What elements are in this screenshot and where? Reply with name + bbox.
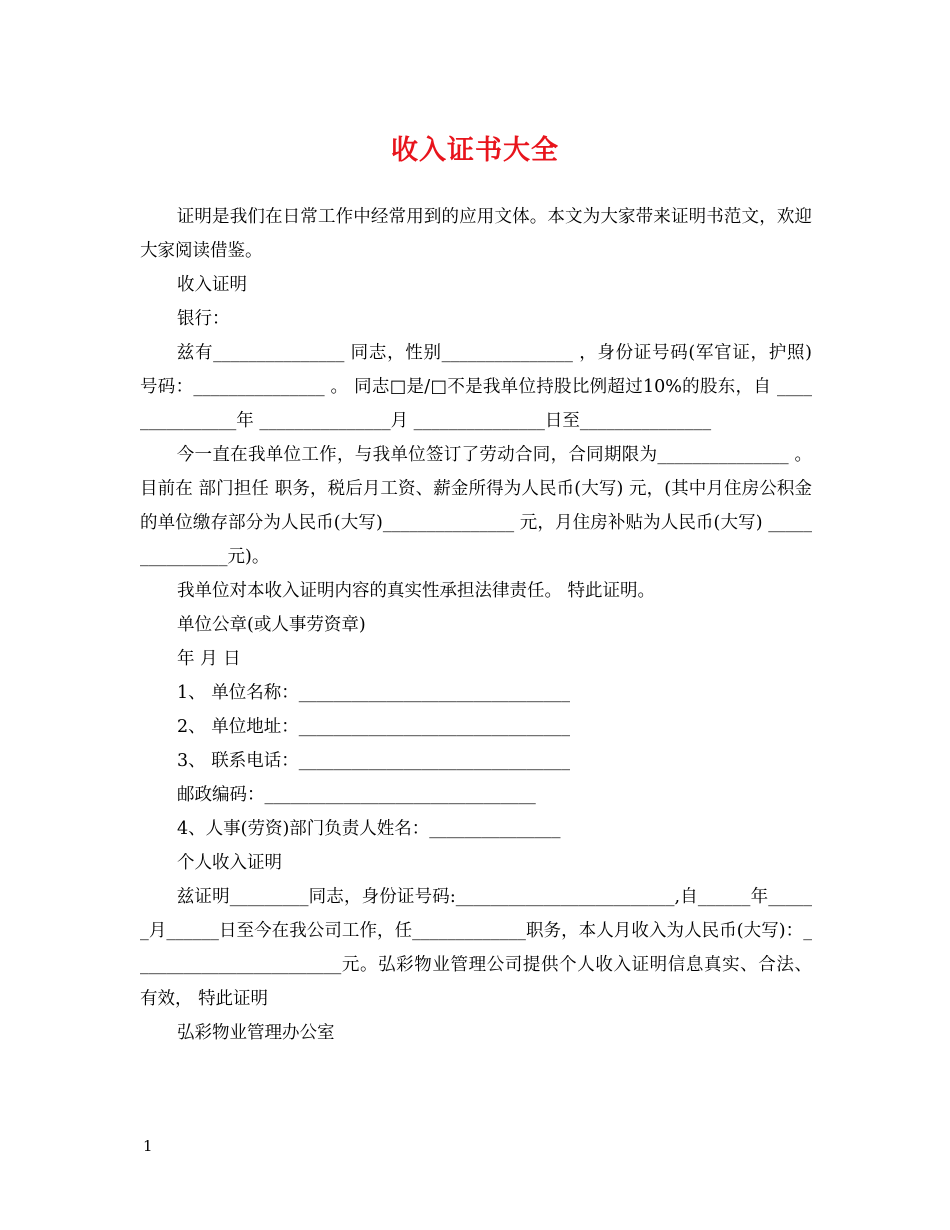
document-title: 收入证书大全 (391, 135, 559, 166)
page-number: 1 (143, 1137, 153, 1155)
contact-phone-field: 3、 联系电话：_______________________________ (177, 751, 570, 771)
section-heading-personal-income-proof: 个人收入证明 (177, 853, 282, 873)
company-name-field: 1、 单位名称：_______________________________ (177, 683, 570, 703)
intro-paragraph: 证明是我们在日常工作中经常用到的应用文体。本文为大家带来证明书范文，欢迎大家阅读借鉴。 (140, 207, 812, 261)
date-line: 年 月 日 (177, 649, 241, 669)
legal-responsibility-statement: 我单位对本收入证明内容的真实性承担法律责任。 特此证明。 (177, 581, 656, 601)
section-heading-income-proof: 收入证明 (177, 275, 247, 295)
employment-contract-paragraph: 今一直在我单位工作，与我单位签订了劳动合同，合同期限为_______________ 。目前在 部门担任 职务，税后月工资、薪金所得为人民币(大写) 元，(其中月住房公积金的单位缴存部分为人民币(大写)_______________ 元，月住房补贴为人民币(大写) _______________元)。 (140, 445, 812, 567)
personal-income-paragraph: 兹证明_________同志，身份证号码:_________________________,自______年______月______日至今在我公司工作，任_____________职务，本人月收入为人民币(大写)：________________________元。弘彩物业管理公司提供个人收入证明信息真实、合法、有效， 特此证明 (140, 887, 812, 1009)
signature-line: 弘彩物业管理办公室 (177, 1023, 335, 1043)
bank-salutation: 银行： (177, 309, 230, 329)
employee-info-paragraph: 兹有_______________ 同志，性别_______________ ，身份证号码(军官证，护照)号码：_______________ 。 同志□是/□不是我单位持股比例超过10%的股东，自 _______________年 _______________月 _______________日至_______________ (140, 343, 812, 431)
company-address-field: 2、 单位地址：_______________________________ (177, 717, 570, 737)
postcode-field: 邮政编码：_______________________________ (177, 785, 536, 805)
hr-manager-name-field: 4、人事(劳资)部门负责人姓名：_______________ (177, 819, 561, 839)
company-seal-line: 单位公章(或人事劳资章) (177, 615, 366, 635)
document-body (140, 200, 812, 1050)
